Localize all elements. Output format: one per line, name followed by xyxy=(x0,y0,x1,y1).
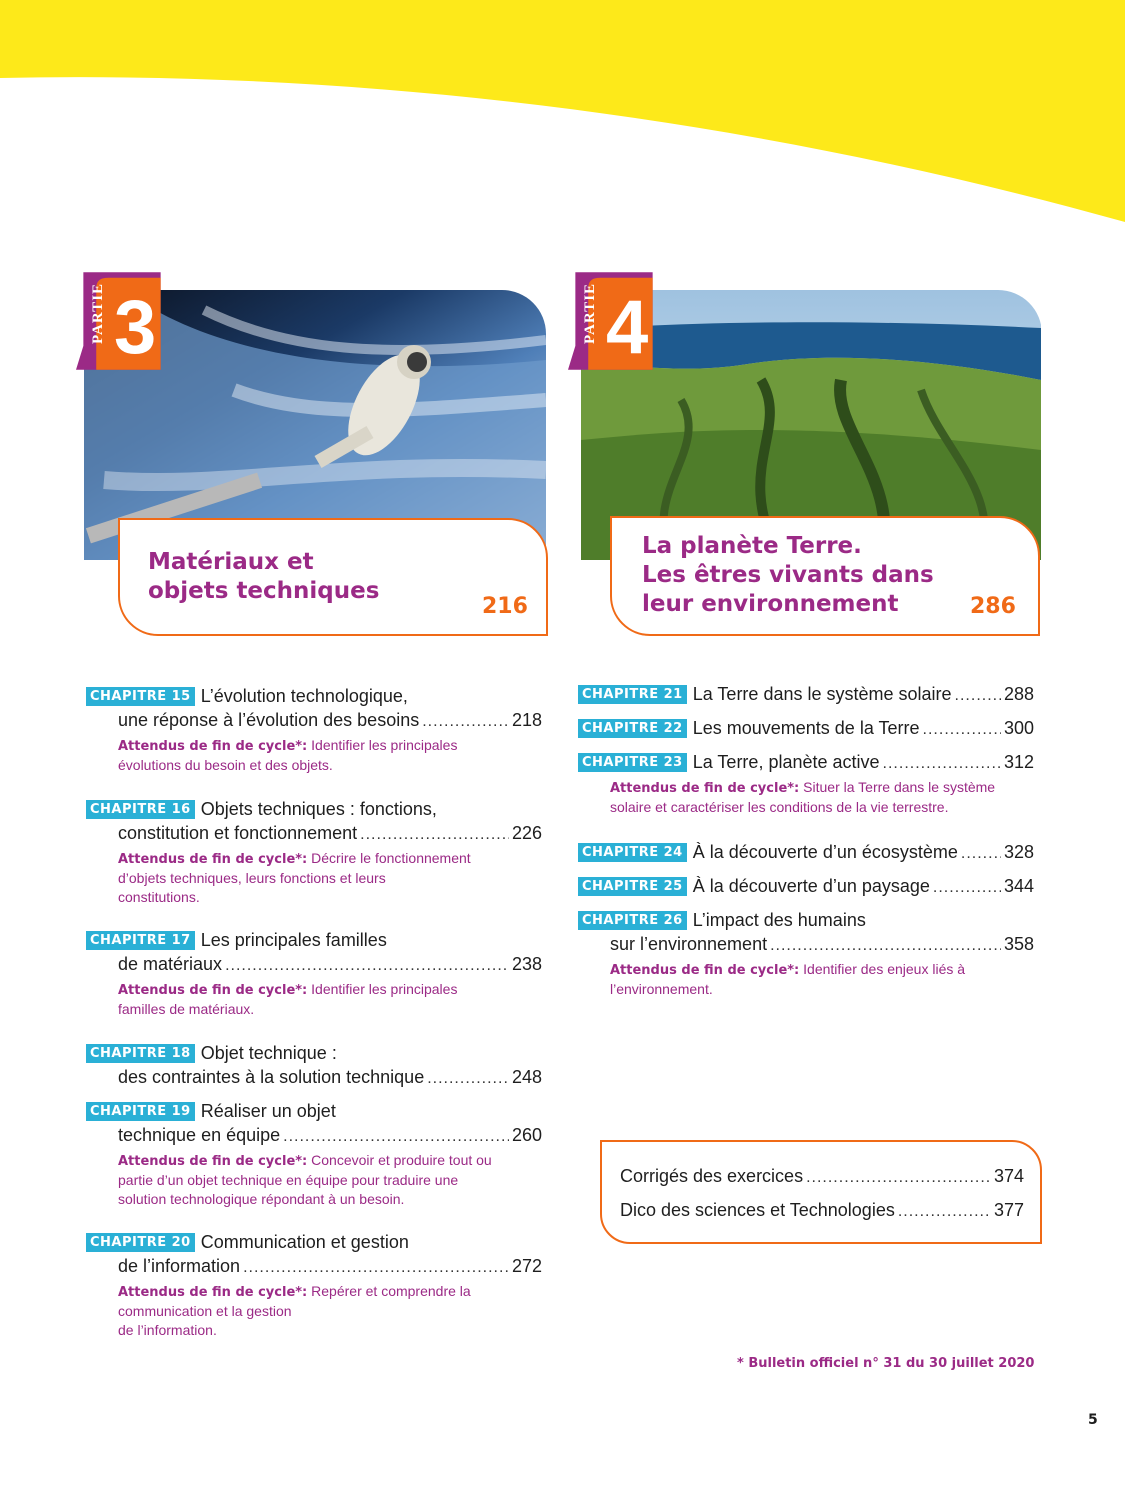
header-banner xyxy=(0,0,1125,230)
chapter-title: Les principales familles xyxy=(200,930,387,950)
attendus-note: Attendus de fin de cycle*: Concevoir et produire tout ou partie d’un objet technique en équipe pour traduire une solution technologique répondant à un besoin. xyxy=(118,1152,492,1207)
leader-dots xyxy=(427,1067,509,1091)
chapter-title: Objets techniques : fonctions, xyxy=(200,799,437,819)
chapter-badge: CHAPITRE 20 xyxy=(86,1233,195,1252)
chapter-badge: CHAPITRE 19 xyxy=(86,1102,195,1121)
chapter-badge: CHAPITRE 21 xyxy=(578,685,687,704)
leader-dots xyxy=(933,876,1001,900)
chapter-title: La Terre dans le système solaire xyxy=(692,684,952,704)
part-number: 4 xyxy=(606,285,649,370)
chapter-title: Les mouvements de la Terre xyxy=(692,718,920,738)
toc-entry-corriges[interactable] xyxy=(620,1166,1024,1187)
part-title-box xyxy=(118,518,548,636)
leader-dots xyxy=(955,684,1001,708)
chapter-title-continued: de matériaux xyxy=(118,954,223,974)
chapter-page: 312 xyxy=(1003,752,1034,772)
part-label: PARTIE xyxy=(90,282,106,344)
page-number: 5 xyxy=(1088,1412,1098,1428)
chapter-title: À la découverte d’un écosystème xyxy=(692,842,958,862)
attendus-note: Attendus de fin de cycle*: Situer la Terre dans le système solaire et caractériser les conditions de la vie terrestre. xyxy=(610,779,996,815)
part-title-box xyxy=(610,516,1040,636)
chapter-title: Réaliser un objet xyxy=(200,1101,336,1121)
chapter-page: 260 xyxy=(511,1125,542,1145)
chapter-badge: CHAPITRE 23 xyxy=(578,753,687,772)
chapter-page: 272 xyxy=(511,1256,542,1276)
chapter-title-continued: des contraintes à la solution technique xyxy=(118,1067,425,1087)
appendix-title: Dico des sciences et Technologies xyxy=(620,1200,895,1220)
chapter-title: L’évolution technologique, xyxy=(200,686,408,706)
part-3-card[interactable] xyxy=(84,268,554,634)
appendix-page: 377 xyxy=(993,1200,1024,1220)
chapter-title: L’impact des humains xyxy=(692,910,866,930)
leader-dots xyxy=(283,1125,509,1149)
leader-dots xyxy=(883,752,1001,776)
attendus-note: Attendus de fin de cycle*: Identifier les principales évolutions du besoin et des objets. xyxy=(118,737,458,773)
toc-entry-chapter-24[interactable] xyxy=(578,840,1034,866)
toc-entry-chapter-18[interactable] xyxy=(86,1041,542,1091)
part-4-card[interactable] xyxy=(576,268,1046,634)
part-page-number: 216 xyxy=(482,594,528,619)
chapter-badge: CHAPITRE 16 xyxy=(86,800,195,819)
chapter-title-continued: sur l’environnement xyxy=(610,934,768,954)
leader-dots xyxy=(422,710,509,734)
chapter-title-continued: de l’information xyxy=(118,1256,241,1276)
chapter-title: Objet technique : xyxy=(200,1043,337,1063)
chapter-badge: CHAPITRE 25 xyxy=(578,877,687,896)
chapter-page: 300 xyxy=(1003,718,1034,738)
attendus-note: Attendus de fin de cycle*: Décrire le fonctionnement d’objets techniques, leurs fonctions et leurs constitutions. xyxy=(118,850,471,905)
chapter-page: 218 xyxy=(511,710,542,730)
chapter-page: 288 xyxy=(1003,684,1034,704)
toc-entry-chapter-20[interactable] xyxy=(86,1230,542,1340)
attendus-note: Attendus de fin de cycle*: Repérer et comprendre la communication et la gestion de l’information. xyxy=(118,1283,471,1338)
leader-dots xyxy=(923,718,1001,742)
toc-entry-chapter-16[interactable] xyxy=(86,797,542,907)
toc-entry-chapter-22[interactable] xyxy=(578,716,1034,742)
toc-entry-dico[interactable] xyxy=(620,1200,1024,1221)
chapter-title: À la découverte d’un paysage xyxy=(692,876,930,896)
appendix-box xyxy=(600,1140,1042,1244)
chapter-page: 328 xyxy=(1003,842,1034,862)
toc-entry-chapter-17[interactable] xyxy=(86,928,542,1019)
leader-dots xyxy=(770,934,1001,958)
leader-dots xyxy=(225,954,509,978)
leader-dots xyxy=(961,842,1001,866)
part-number: 3 xyxy=(114,285,157,370)
toc-entry-chapter-23[interactable] xyxy=(578,750,1034,817)
chapter-title-continued: une réponse à l’évolution des besoins xyxy=(118,710,420,730)
chapter-page: 226 xyxy=(511,823,542,843)
leader-dots xyxy=(806,1169,991,1187)
toc-entry-chapter-26[interactable] xyxy=(578,908,1034,999)
chapter-badge: CHAPITRE 24 xyxy=(578,843,687,862)
appendix-page: 374 xyxy=(993,1166,1024,1186)
chapter-badge: CHAPITRE 15 xyxy=(86,687,195,706)
leader-dots xyxy=(360,823,509,847)
chapter-title-continued: technique en équipe xyxy=(118,1125,281,1145)
appendix-title: Corrigés des exercices xyxy=(620,1166,804,1186)
part-title: Matériaux et objets techniques xyxy=(148,549,380,604)
attendus-note: Attendus de fin de cycle*: Identifier des enjeux liés à l’environnement. xyxy=(610,961,966,997)
toc-entry-chapter-21[interactable] xyxy=(578,682,1034,708)
toc-entry-chapter-15[interactable] xyxy=(86,684,542,775)
leader-dots xyxy=(898,1203,991,1221)
footnote: * Bulletin officiel n° 31 du 30 juillet 2020 xyxy=(737,1356,1035,1371)
chapter-badge: CHAPITRE 17 xyxy=(86,931,195,950)
leader-dots xyxy=(243,1256,509,1280)
part-label: PARTIE xyxy=(582,282,598,344)
chapter-badge: CHAPITRE 18 xyxy=(86,1044,195,1063)
part-title: La planète Terre. Les êtres vivants dans leur environnement xyxy=(642,533,934,617)
chapter-title: La Terre, planète active xyxy=(692,752,880,772)
attendus-note: Attendus de fin de cycle*: Identifier les principales familles de matériaux. xyxy=(118,981,458,1017)
toc-entry-chapter-25[interactable] xyxy=(578,874,1034,900)
chapter-page: 358 xyxy=(1003,934,1034,954)
chapter-badge: CHAPITRE 22 xyxy=(578,719,687,738)
chapter-page: 344 xyxy=(1003,876,1034,896)
part-page-number: 286 xyxy=(970,594,1016,619)
chapter-title: Communication et gestion xyxy=(200,1232,409,1252)
chapter-page: 238 xyxy=(511,954,542,974)
chapter-badge: CHAPITRE 26 xyxy=(578,911,687,930)
chapter-title-continued: constitution et fonctionnement xyxy=(118,823,358,843)
toc-entry-chapter-19[interactable] xyxy=(86,1099,542,1209)
chapter-page: 248 xyxy=(511,1067,542,1087)
